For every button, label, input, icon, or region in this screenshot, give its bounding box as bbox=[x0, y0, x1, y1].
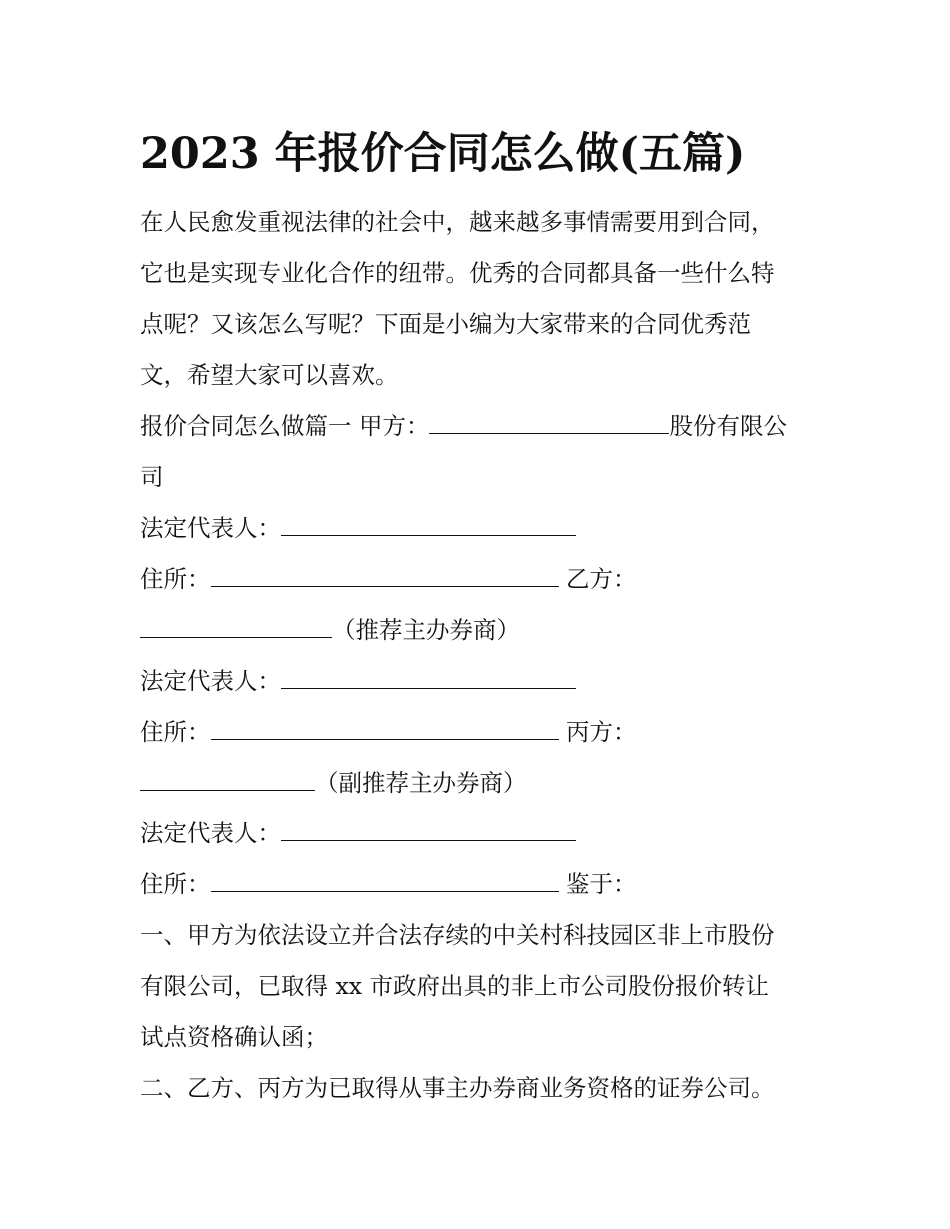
party-c-legal-rep bbox=[140, 818, 576, 848]
party-a-address bbox=[140, 564, 636, 594]
party-c-address bbox=[140, 869, 636, 899]
party-a-suffix: 股份有限公 bbox=[669, 412, 787, 440]
legal-rep-blank bbox=[281, 818, 576, 841]
party-a-legal-rep bbox=[140, 513, 576, 543]
clause-line: 试点资格确认函； bbox=[140, 1023, 328, 1051]
address-label: 住所： bbox=[140, 718, 211, 746]
legal-rep-label: 法定代表人： bbox=[140, 667, 281, 695]
legal-rep-label: 法定代表人： bbox=[140, 514, 281, 542]
address-blank bbox=[211, 717, 559, 740]
legal-rep-label: 法定代表人： bbox=[140, 819, 281, 847]
intro-line: 点呢？又该怎么写呢？下面是小编为大家带来的合同优秀范 bbox=[140, 310, 751, 338]
legal-rep-blank bbox=[281, 666, 576, 689]
legal-rep-blank bbox=[281, 513, 576, 536]
address-blank bbox=[211, 869, 559, 892]
intro-line: 它也是实现专业化合作的纽带。优秀的合同都具备一些什么特 bbox=[140, 259, 775, 287]
clause-line: 一、甲方为依法设立并合法存续的中关村科技园区非上市股份 bbox=[140, 921, 775, 949]
party-b-legal-rep bbox=[140, 666, 576, 696]
party-c-role: （副推荐主办券商） bbox=[315, 769, 527, 797]
address-label: 住所： bbox=[140, 870, 211, 898]
party-b-line bbox=[140, 615, 520, 645]
party-a-wrap: 司 bbox=[140, 463, 164, 491]
party-b-address bbox=[140, 717, 636, 747]
party-a-label: 报价合同怎么做篇一 甲方： bbox=[140, 412, 430, 440]
party-c-label: 丙方： bbox=[565, 718, 637, 746]
intro-line: 在人民愈发重视法律的社会中，越来越多事情需要用到合同， bbox=[140, 208, 775, 236]
party-a-blank bbox=[429, 411, 669, 434]
party-b-blank bbox=[140, 615, 332, 638]
whereas-label: 鉴于： bbox=[565, 870, 637, 898]
party-c-blank bbox=[140, 768, 315, 791]
address-blank bbox=[211, 564, 559, 587]
clause-line: 二、乙方、丙方为已取得从事主办券商业务资格的证券公司。 bbox=[140, 1074, 775, 1102]
intro-line: 文，希望大家可以喜欢。 bbox=[140, 361, 399, 389]
party-a-line bbox=[140, 411, 787, 441]
party-b-role: （推荐主办券商） bbox=[332, 616, 520, 644]
party-c-line bbox=[140, 768, 527, 798]
address-label: 住所： bbox=[140, 565, 211, 593]
party-b-label: 乙方： bbox=[565, 565, 637, 593]
document-title: 2023 年报价合同怎么做(五篇) bbox=[140, 129, 746, 179]
clause-line: 有限公司，已取得 xx 市政府出具的非上市公司股份报价转让 bbox=[140, 972, 769, 1000]
